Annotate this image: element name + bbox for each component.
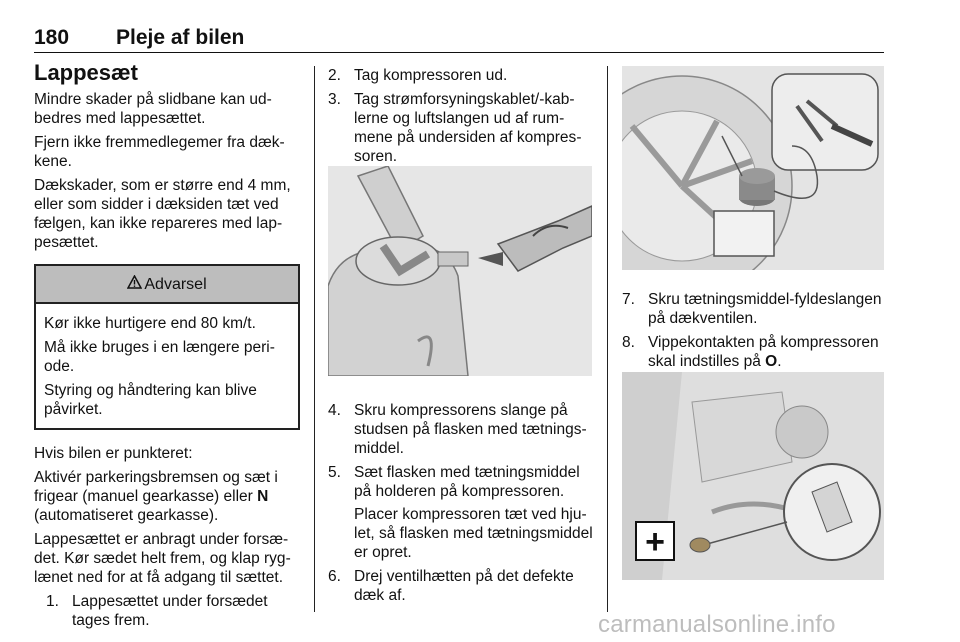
gear-n-label: N: [257, 488, 269, 505]
damage-limit-paragraph: Dækskader, som er større end 4 mm, eller som sidder i dæksiden tæt ved fælgen, kan ikke repareres med lappesættet.: [34, 177, 291, 251]
step-item: 4. Skru kompressorens slange på studsen på flasken med tætningsmiddel.: [328, 402, 587, 457]
wheel-compressor-illustration: [622, 66, 884, 270]
parking-brake-paragraph: Aktivér parkeringsbremsen og sæt i frigear (manuel gearkasse) eller N (automatiseret gearkasse).: [34, 469, 278, 524]
watermark: carmanualsonline.info: [598, 611, 836, 638]
plus-icon: +: [645, 523, 665, 561]
warning-line: Styring og håndtering kan blive påvirket.: [44, 382, 257, 418]
column-divider: [607, 66, 608, 612]
step-item: 3. Tag strømforsyningskablet/-kablerne og luftslangen ud af rummene på undersiden af kompressoren.: [328, 91, 582, 165]
warning-header: [36, 266, 298, 304]
kit-location-paragraph: Lappesættet er anbragt under forsædet. Kør sædet helt frem, og klap ryglænet ned for at få adgang til sættet.: [34, 531, 291, 586]
column-left: [34, 60, 300, 635]
step-item: 1. Lappesættet under forsædet tages frem.: [46, 593, 268, 629]
page-title: Pleje af bilen: [116, 26, 245, 49]
column-divider: [314, 66, 315, 612]
step-list: [328, 401, 596, 605]
step-item: 7. Skru tætningsmiddel-fyldeslangen på dækventilen.: [622, 291, 882, 327]
warning-line: Kør ikke hurtigere end 80 km/t.: [44, 315, 256, 332]
foreign-objects-paragraph: Fjern ikke fremmedlegemer fra dækkene.: [34, 134, 285, 170]
column-right: [622, 290, 888, 376]
puncture-paragraph: Hvis bilen er punkteret:: [34, 445, 193, 462]
warning-body: [36, 304, 298, 428]
bottle-hose-illustration: [328, 166, 592, 376]
warning-title: Advarsel: [144, 275, 207, 293]
warning-line: Må ikke bruges i en længere periode.: [44, 339, 275, 375]
step-item: 2. Tag kompressoren ud.: [328, 67, 508, 84]
step-item: 5. Sæt flasken med tætningsmiddel på holderen på kompressoren. Placer kompressoren tæt ved hjulet, så flasken med tætningsmiddel er opret.: [328, 464, 593, 561]
step-list: [328, 66, 596, 166]
page-number: 180: [34, 26, 70, 49]
step-list: [622, 290, 888, 371]
step-item: 8. Vippekontakten på kompressoren skal indstilles på O.: [622, 334, 879, 370]
page-header: [34, 26, 884, 53]
step-item: 6. Drej ventilhætten på det defekte dæk af.: [328, 568, 574, 604]
valve-closeup-illustration: [622, 372, 884, 580]
intro-paragraph: Mindre skader på slidbane kan udbedres med lappesættet.: [34, 91, 272, 127]
step-list: [34, 592, 300, 630]
switch-o-label: O: [765, 353, 778, 370]
warning-triangle-icon: [127, 275, 142, 294]
warning-box: [34, 264, 300, 430]
section-heading: Lappesæt: [34, 60, 138, 85]
